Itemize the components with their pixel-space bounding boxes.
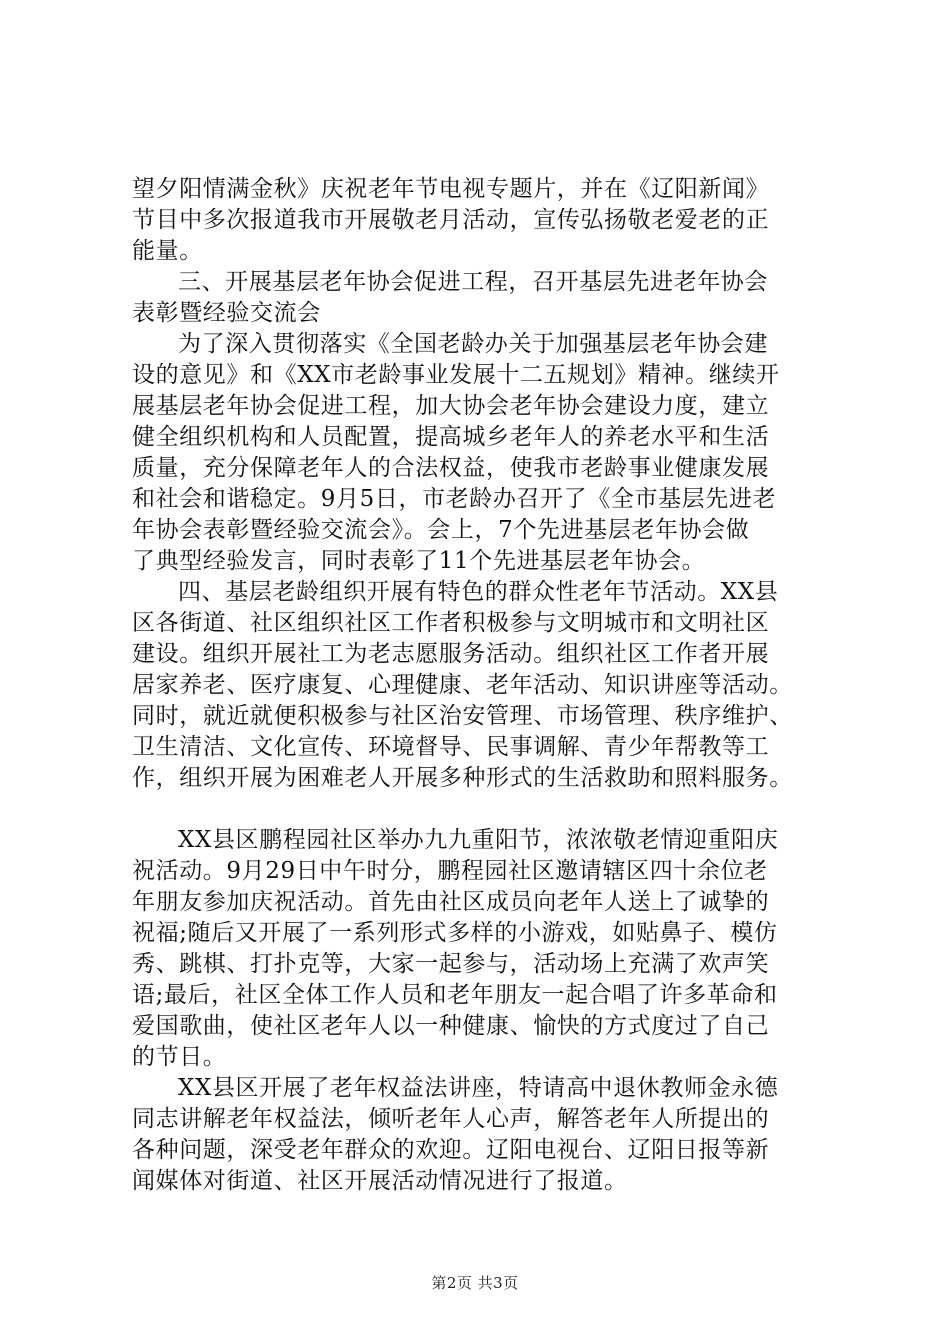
text-line: 展基层老年协会促进工程，加大协会老年协会建设力度，建立 (132, 393, 770, 419)
text-line: 和社会和谐稳定。9月5日，市老龄办召开了《全市基层先进老 (132, 486, 777, 512)
document-body (132, 174, 822, 1197)
paragraph-gap (132, 794, 822, 825)
text-line: 闻媒体对街道、社区开展活动情况进行了报道。 (132, 1168, 628, 1194)
text-line: 卫生清洁、文化宣传、环境督导、民事调解、青少年帮教等工 (132, 734, 770, 760)
text-line: 语;最后，社区全体工作人员和老年朋友一起合唱了许多革命和 (132, 982, 778, 1008)
text-line: 节目中多次报道我市开展敬老月活动，宣传弘扬敬老爱老的正 (132, 207, 770, 233)
text-line: XX县区鹏程园社区举办九九重阳节，浓浓敬老情迎重阳庆 (178, 827, 779, 853)
text-line: 能量。 (132, 238, 203, 264)
text-line: 为了深入贯彻落实《全国老龄办关于加强基层老年协会建 (178, 331, 768, 357)
text-line: 年朋友参加庆祝活动。首先由社区成员向老年人送上了诚挚的 (132, 889, 770, 915)
text-line: 建设。组织开展社工为老志愿服务活动。组织社区工作者开展 (132, 641, 770, 667)
section-heading-4: 四、基层老龄组织开展有特色的群众性老年节活动。XX县 (178, 579, 779, 605)
section-heading-3-cont: 表彰暨经验交流会 (132, 300, 321, 326)
text-line: 区各街道、社区组织社区工作者积极参与文明城市和文明社区 (132, 610, 770, 636)
text-line: 祝活动。9月29日中午时分，鹏程园社区邀请辖区四十余位老 (132, 858, 768, 884)
text-line: 同志讲解老年权益法，倾听老年人心声，解答老年人所提出的 (132, 1106, 770, 1132)
text-line: 望夕阳情满金秋》庆祝老年节电视专题片，并在《辽阳新闻》 (132, 176, 770, 202)
text-line: 的节日。 (132, 1044, 227, 1070)
page-footer: 第2页 共3页 (431, 1274, 519, 1292)
text-line: 秀、跳棋、打扑克等，大家一起参与，活动场上充满了欢声笑 (132, 951, 770, 977)
text-line: 健全组织机构和人员配置，提高城乡老年人的养老水平和生活 (132, 424, 770, 450)
text-line: 设的意见》和《XX市老龄事业发展十二五规划》精神。继续开 (132, 362, 780, 388)
text-line: XX县区开展了老年权益法讲座，特请高中退休教师金永德 (178, 1075, 779, 1101)
text-line: 同时，就近就便积极参与社区治安管理、市场管理、秩序维护、 (132, 703, 793, 729)
text-line: 了典型经验发言，同时表彰了11个先进基层老年协会。 (132, 548, 706, 574)
text-line: 祝福;随后又开展了一系列形式多样的小游戏，如贴鼻子、模仿 (132, 920, 778, 946)
text-line: 质量，充分保障老年人的合法权益，使我市老龄事业健康发展 (132, 455, 770, 481)
text-line: 爱国歌曲，使社区老年人以一种健康、愉快的方式度过了自己 (132, 1013, 770, 1039)
text-line: 年协会表彰暨经验交流会》。会上，7个先进基层老年协会做 (132, 517, 750, 543)
text-line: 作，组织开展为困难老人开展多种形式的生活救助和照料服务。 (132, 765, 793, 791)
text-line: 居家养老、医疗康复、心理健康、老年活动、知识讲座等活动。 (132, 672, 793, 698)
text-line: 各种问题，深受老年群众的欢迎。辽阳电视台、辽阳日报等新 (132, 1137, 770, 1163)
section-heading-3: 三、开展基层老年协会促进工程，召开基层先进老年协会 (178, 269, 768, 295)
